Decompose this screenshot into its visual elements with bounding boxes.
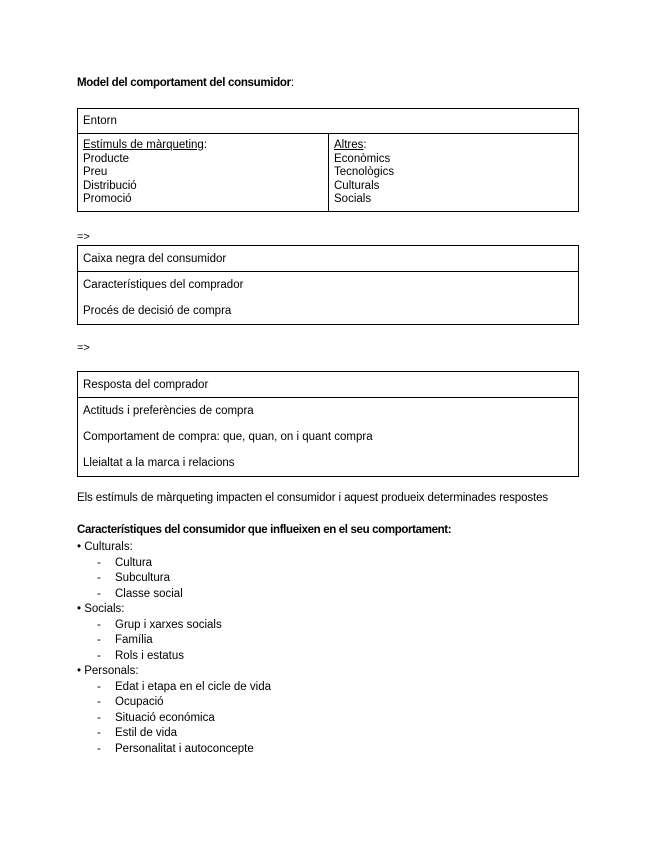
list-item-text: Classe social (115, 587, 183, 600)
list-item-text: Família (115, 634, 153, 646)
list-item (77, 649, 271, 665)
response-header-row (78, 372, 578, 398)
marketing-item: Promoció (83, 193, 132, 205)
purchase-decision-process: Procés de decisió de compra (83, 305, 232, 317)
other-item: Tecnològics (334, 166, 395, 178)
list-item (77, 695, 271, 711)
other-stimuli-colon: : (363, 139, 367, 151)
list-item-text: Situació económica (115, 711, 215, 724)
dash-bullet: - (97, 742, 101, 755)
marketing-stimuli-title-text: Estímuls de màrqueting (83, 139, 204, 151)
list-item (77, 571, 271, 587)
other-item: Econòmics (334, 152, 391, 165)
dash-bullet: - (97, 727, 101, 739)
category-label: • Culturals: (77, 541, 133, 553)
list-item-text: Edat i etapa en el cicle de vida (115, 680, 271, 693)
category-personal (77, 664, 271, 757)
list-item (77, 680, 271, 696)
list-item-text: Personalitat i autoconcepte (115, 742, 254, 755)
other-stimuli-column (329, 134, 399, 211)
list-item (77, 618, 271, 634)
list-item-text: Estil de vida (115, 727, 178, 739)
other-stimuli-title-text: Altres (334, 139, 364, 151)
dash-bullet: - (97, 634, 101, 646)
marketing-stimuli-column (78, 134, 329, 211)
list-item-text: Grup i xarxes socials (115, 618, 222, 631)
dash-bullet: - (97, 618, 101, 631)
page-title (77, 77, 294, 89)
list-item (77, 556, 271, 572)
title-text: Model del comportament del consumidor (77, 77, 291, 89)
dash-bullet: - (97, 649, 101, 662)
buyer-characteristics: Característiques del comprador (83, 279, 244, 291)
list-item (77, 726, 271, 742)
characteristics-list (77, 540, 271, 757)
black-box-row (78, 246, 578, 272)
other-item: Socials (334, 193, 372, 205)
list-item-text: Ocupació (115, 696, 164, 708)
black-box-content-row (78, 272, 578, 324)
marketing-item: Distribució (83, 179, 137, 192)
black-box-header: Caixa negra del consumidor (83, 252, 227, 265)
entorn-header-row (78, 109, 578, 134)
arrow-2: => (77, 342, 90, 354)
dash-bullet: - (97, 572, 101, 584)
dash-bullet: - (97, 696, 101, 708)
response-attitudes: Actituds i preferències de compra (83, 405, 254, 417)
marketing-stimuli-colon: : (203, 139, 208, 151)
dash-bullet: - (97, 587, 101, 600)
marketing-stimuli-title (83, 139, 323, 153)
entorn-table (77, 108, 579, 212)
category-social (77, 602, 271, 664)
dash-bullet: - (97, 556, 101, 569)
marketing-item: Producte (83, 152, 130, 165)
list-item (77, 742, 271, 758)
response-header: Resposta del comprador (83, 378, 209, 391)
list-item (77, 587, 271, 603)
title-colon: : (290, 77, 294, 89)
entorn-columns (78, 134, 578, 211)
black-box-table (77, 245, 579, 325)
list-item (77, 633, 271, 649)
paragraph: Els estímuls de màrqueting impacten el consumidor i aquest produeix determinades respostes (77, 492, 549, 504)
response-content-row (78, 398, 578, 476)
list-item-text: Subcultura (115, 572, 170, 584)
response-table (77, 371, 579, 477)
dash-bullet: - (97, 711, 101, 724)
list-item-text: Rols i estatus (115, 649, 185, 662)
section-subheading: Característiques del consumidor que influeixen en el seu comportament: (77, 524, 452, 536)
arrow-1: => (77, 231, 90, 243)
dash-bullet: - (97, 680, 101, 693)
response-behavior: Comportament de compra: que, quan, on i quant compra (83, 431, 373, 443)
other-item: Culturals (334, 179, 380, 192)
category-label: • Socials: (77, 603, 125, 615)
list-item (77, 711, 271, 727)
entorn-header: Entorn (83, 115, 117, 127)
list-item-text: Cultura (115, 556, 153, 569)
category-label: • Personals: (77, 665, 139, 677)
category-cultural (77, 540, 271, 602)
marketing-item: Preu (83, 166, 108, 178)
response-loyalty: Lleialtat a la marca i relacions (83, 457, 235, 469)
other-stimuli-title (334, 139, 394, 153)
